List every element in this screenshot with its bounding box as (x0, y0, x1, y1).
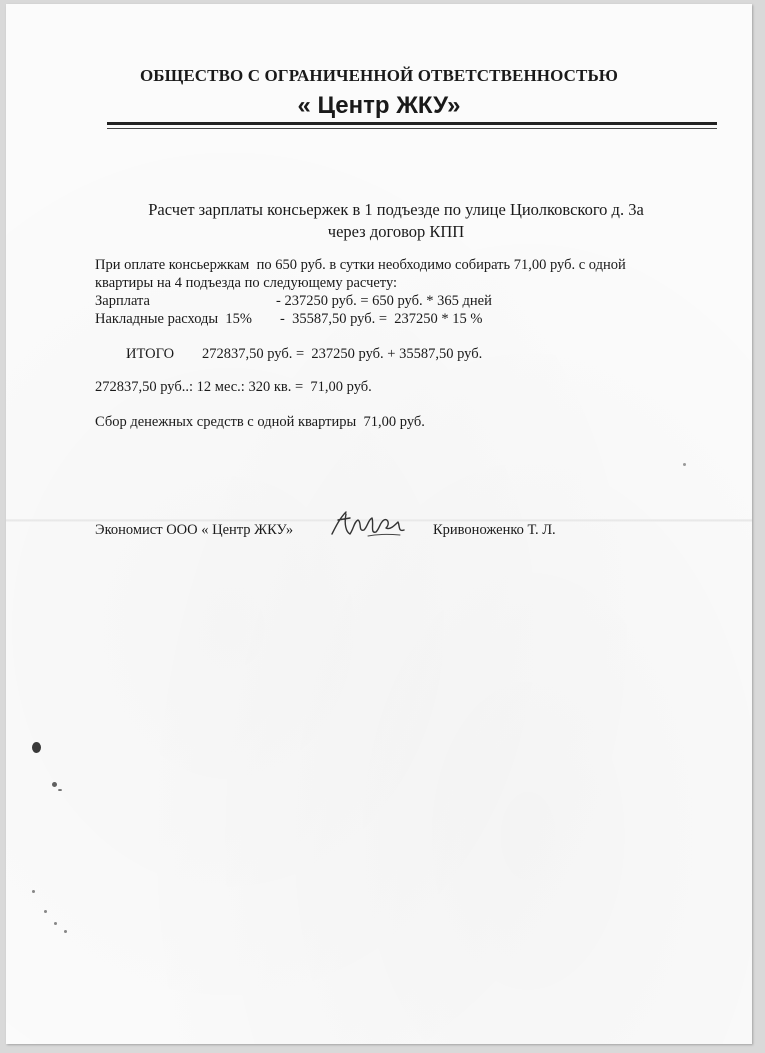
intro-line-2: квартиры на 4 подъезда по следующему расчету: (95, 275, 398, 291)
signatory-name: Кривоноженко Т. Л. (433, 522, 556, 538)
document-title-line2: через договор КПП (327, 222, 465, 241)
header-rule-thin (107, 128, 717, 129)
per-apartment-calculation: 272837,50 руб..: 12 мес.: 320 кв. = 71,00 руб. (95, 379, 372, 395)
overhead-calculation: - 35587,50 руб. = 237250 * 15 % (280, 311, 483, 327)
dust-speck (44, 910, 47, 913)
dust-speck (54, 922, 57, 925)
overhead-label: Накладные расходы 15% (95, 311, 252, 327)
salary-calculation: - 237250 руб. = 650 руб. * 365 дней (276, 293, 492, 309)
ink-spot-small (52, 782, 57, 787)
document-page (6, 4, 752, 1044)
organization-type: ОБЩЕСТВО С ОГРАНИЧЕННОЙ ОТВЕТСТВЕННОСТЬЮ (139, 66, 619, 85)
dust-speck (64, 930, 67, 933)
dust-speck (683, 463, 686, 466)
total-label: ИТОГО (126, 346, 175, 362)
dust-speck (32, 890, 35, 893)
ink-spot (32, 742, 41, 753)
header-rule-thick (107, 122, 717, 125)
ink-speck (58, 789, 62, 791)
organization-name: « Центр ЖКУ» (297, 92, 461, 119)
collection-summary: Сбор денежных средств с одной квартиры 71,00 руб. (95, 414, 425, 430)
handwritten-signature (328, 504, 410, 544)
salary-label: Зарплата (95, 293, 150, 309)
total-calculation: 272837,50 руб. = 237250 руб. + 35587,50 руб. (202, 346, 483, 362)
intro-line-1: При оплате консьержкам по 650 руб. в сутки необходимо собирать 71,00 руб. с одной (95, 257, 626, 273)
signatory-position: Экономист ООО « Центр ЖКУ» (95, 522, 294, 538)
document-title-line1: Расчет зарплаты консьержек в 1 подъезде по улице Циолковского д. 3а (148, 200, 644, 219)
